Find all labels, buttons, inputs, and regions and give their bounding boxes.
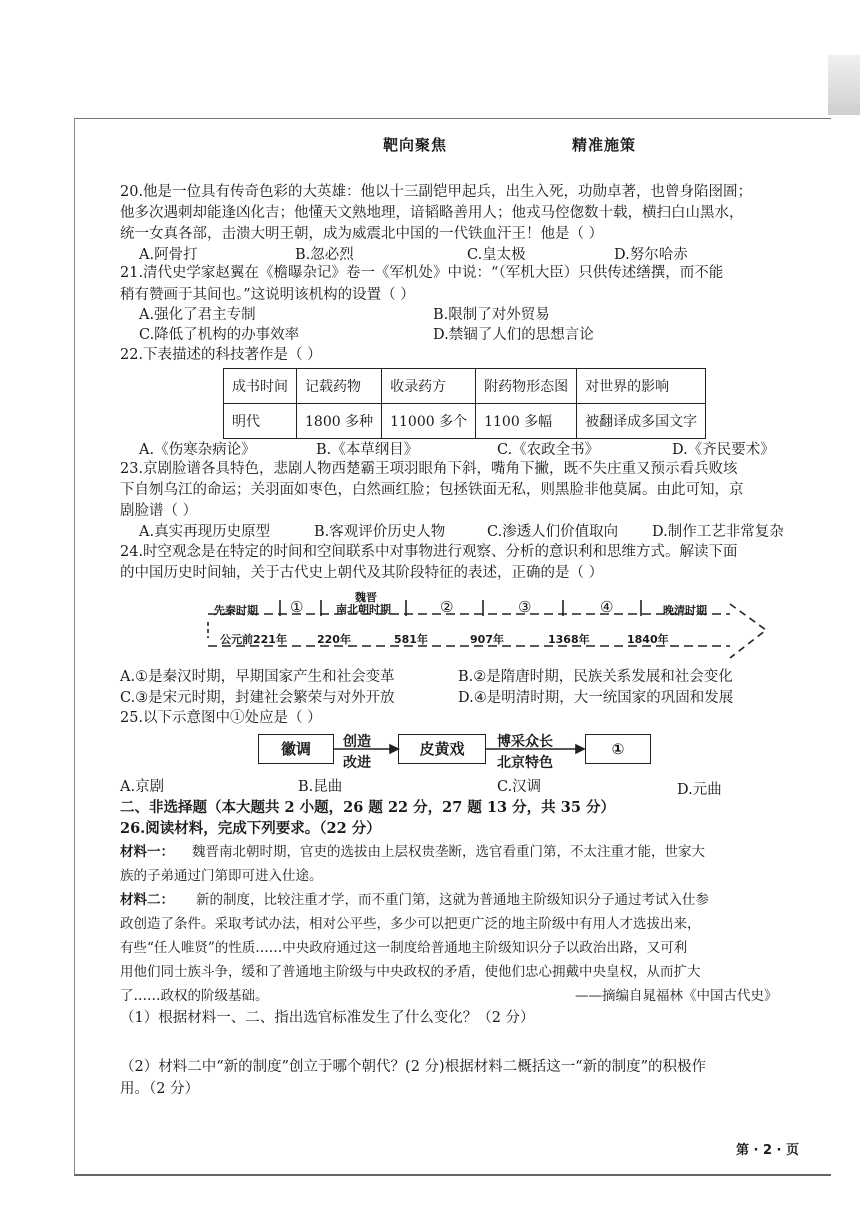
q24-line1: 24.时空观念是在特定的时间和空间联系中对事物进行观察、分析的意识利和思维方式。解读下面 xyxy=(120,544,738,560)
header-left: 靶向聚焦 xyxy=(383,136,448,154)
flow-arrow2-bottom: 北京特色 xyxy=(497,755,553,771)
timeline-segment-2: ② xyxy=(440,598,454,616)
q20-option-c: C.皇太极 xyxy=(467,247,526,263)
table-header-cell: 附药物形态图 xyxy=(476,369,577,404)
q26-material1-label: 材料一： xyxy=(120,844,174,860)
timeline-year: 1368年 xyxy=(548,633,590,646)
q21-option-b: B.限制了对外贸易 xyxy=(433,307,550,323)
q26-material2-line5: 了……政权的阶级基础。 xyxy=(120,988,269,1004)
q26-sub1: （1）根据材料一、二、指出选官标准发生了什么变化？（2 分） xyxy=(120,1010,535,1026)
timeline-segment-nanbeichao: 南北朝时期 xyxy=(336,603,391,616)
q25-option-a: A.京剧 xyxy=(120,779,165,795)
table-header-cell: 记载药物 xyxy=(297,369,382,404)
q22-table xyxy=(223,368,706,439)
q25-stem: 25.以下示意图中①处应是（ ） xyxy=(120,710,322,726)
table-cell: 被翻译成多国文字 xyxy=(577,404,706,439)
q23-option-c: C.渗透人们价值取向 xyxy=(487,524,619,540)
q23-line3: 剧脸谱（ ） xyxy=(120,503,198,519)
q20-line3: 统一女真各部，击溃大明王朝，成为威震北中国的一代铁血汗王！他是（ ） xyxy=(120,226,604,242)
q23-line1: 23.京剧脸谱各具特色，悲剧人物西楚霸王项羽眼角下斜，嘴角下撇，既不失庄重又预示看兵败垓 xyxy=(120,461,738,477)
q26-material2-line3: 有些“任人唯贤”的性质……中央政府通过这一制度给普通地主阶级知识分子以政治出路，又可利 xyxy=(120,940,688,956)
timeline-year: 公元前221年 xyxy=(220,633,287,646)
scan-edge xyxy=(828,55,860,115)
timeline-year: 581年 xyxy=(394,633,428,646)
flow-box-answer: ① xyxy=(585,734,651,764)
table-cell: 11000 多个 xyxy=(382,404,476,439)
q26-material2-line1: 新的制度，比较注重才学，而不重门第，这就为普通地主阶级知识分子通过考试入仕参 xyxy=(196,892,709,908)
q26-source: ——摘编自晁福林《中国古代史》 xyxy=(575,988,778,1004)
q23-option-d: D.制作工艺非常复杂 xyxy=(652,524,784,540)
q21-option-a: A.强化了君主专制 xyxy=(139,307,256,323)
timeline-segment-pre-qin: 先秦时期 xyxy=(214,604,258,617)
table-header-cell: 收录药方 xyxy=(382,369,476,404)
table-cell: 1800 多种 xyxy=(297,404,382,439)
q23-option-b: B.客观评价历史人物 xyxy=(314,524,446,540)
timeline-segment-4: ④ xyxy=(600,598,614,616)
q22-option-d: D.《齐民要术》 xyxy=(672,442,775,458)
q21-line2: 稍有赞画于其间也。”这说明该机构的设置（ ） xyxy=(120,287,415,303)
q22-option-a: A.《伤寒杂病论》 xyxy=(139,442,256,458)
q25-option-d: D.元曲 xyxy=(677,782,722,798)
q24-line2: 的中国历史时间轴，关于古代史上朝代及其阶段特征的表述，正确的是（ ） xyxy=(120,565,604,581)
q22-stem: 22.下表描述的科技著作是（ ） xyxy=(120,347,322,363)
q21-option-d: D.禁锢了人们的思想言论 xyxy=(433,327,594,343)
q26-sub2-line2: 用。（2 分） xyxy=(120,1081,200,1097)
q24-option-a: A.①是秦汉时期，早期国家产生和社会变革 xyxy=(120,669,395,685)
q25-option-b: B.昆曲 xyxy=(298,779,343,795)
timeline-year: 907年 xyxy=(470,633,504,646)
q20-option-a: A.阿骨打 xyxy=(139,247,198,263)
table-row xyxy=(224,404,706,439)
q20-line2: 他多次遇刺却能逢凶化吉；他懂天文熟地理，谙韬略善用人；他戎马倥偬数十载，横扫白山黑水， xyxy=(120,205,744,221)
q24-option-d: D.④是明清时期，大一统国家的巩固和发展 xyxy=(458,690,734,706)
q20-option-b: B.忽必烈 xyxy=(295,247,354,263)
table-cell: 明代 xyxy=(224,404,297,439)
timeline-year: 220年 xyxy=(317,633,351,646)
flow-arrow2-top: 博采众长 xyxy=(497,734,553,750)
flow-box-pihuangxi: 皮黄戏 xyxy=(398,734,486,764)
q21-option-c: C.降低了机构的办事效率 xyxy=(139,327,300,343)
q25-option-c: C.汉调 xyxy=(497,779,542,795)
timeline-year: 1840年 xyxy=(627,633,669,646)
part2-title: 二、非选择题（本大题共 2 小题，26 题 22 分，27 题 13 分，共 35 分） xyxy=(120,799,615,816)
table-header-row xyxy=(224,369,706,404)
q26-sub2-line1: （2）材料二中“新的制度”创立于哪个朝代？(2 分)根据材料二概括这一“新的制度”的积极作 xyxy=(120,1059,707,1075)
q26-material1-line2: 族的子弟通过门第即可进入仕途。 xyxy=(120,868,323,884)
q24-option-c: C.③是宋元时期，封建社会繁荣与对外开放 xyxy=(120,690,395,706)
table-header-cell: 成书时间 xyxy=(224,369,297,404)
q20-option-d: D.努尔哈赤 xyxy=(614,247,688,263)
q22-option-c: C.《农政全书》 xyxy=(497,442,600,458)
table-cell: 1100 多幅 xyxy=(476,404,577,439)
q24-option-b: B.②是隋唐时期，民族关系发展和社会变化 xyxy=(458,669,733,685)
q26-material2-line2: 政创造了条件。采取考试办法，相对公平些，多少可以把更广泛的地主阶级中有用人才选拔出来， xyxy=(120,916,701,932)
timeline-segment-weijin: 魏晋 xyxy=(355,591,377,604)
flow-arrow1-top: 创造 xyxy=(343,734,371,750)
q26-material2-line4: 用他们同士族斗争，缓和了普通地主阶级与中央政权的矛盾，使他们忠心拥戴中央皇权，从而扩大 xyxy=(120,964,701,980)
timeline-segment-late-qing: 晚清时期 xyxy=(663,604,707,617)
table-header-cell: 对世界的影响 xyxy=(577,369,706,404)
q26-material2-label: 材料二： xyxy=(120,892,174,908)
timeline-segment-3: ③ xyxy=(518,598,532,616)
q26-title: 26.阅读材料，完成下列要求。（22 分） xyxy=(120,820,381,837)
q22-option-b: B.《本草纲目》 xyxy=(316,442,419,458)
q23-option-a: A.真实再现历史原型 xyxy=(139,524,271,540)
page-number: 第 · 2 · 页 xyxy=(736,1143,800,1158)
q20-line1: 20.他是一位具有传奇色彩的大英雄：他以十三副铠甲起兵，出生入死，功勋卓著，也曾身陷囹圄； xyxy=(120,184,753,200)
timeline-segment-1: ① xyxy=(290,598,304,616)
header-right: 精准施策 xyxy=(572,136,637,154)
flow-arrow1-bottom: 改进 xyxy=(343,755,371,771)
q21-line1: 21.清代史学家赵翼在《檐曝杂记》卷一《军机处》中说：“（军机大臣）只供传述缮撰，而不能 xyxy=(120,265,724,281)
q26-material1-line1: 魏晋南北朝时期，官吏的选拔由上层权贵垄断，选官看重门第，不太注重才能，世家大 xyxy=(192,844,705,860)
flow-box-huidiao: 徽调 xyxy=(258,734,334,764)
timeline-diagram xyxy=(200,588,780,668)
q23-line2: 下自刎乌江的命运；关羽面如枣色，白然画红脸；包拯铁面无私，则黑脸非他莫属。由此可知，京 xyxy=(120,482,744,498)
